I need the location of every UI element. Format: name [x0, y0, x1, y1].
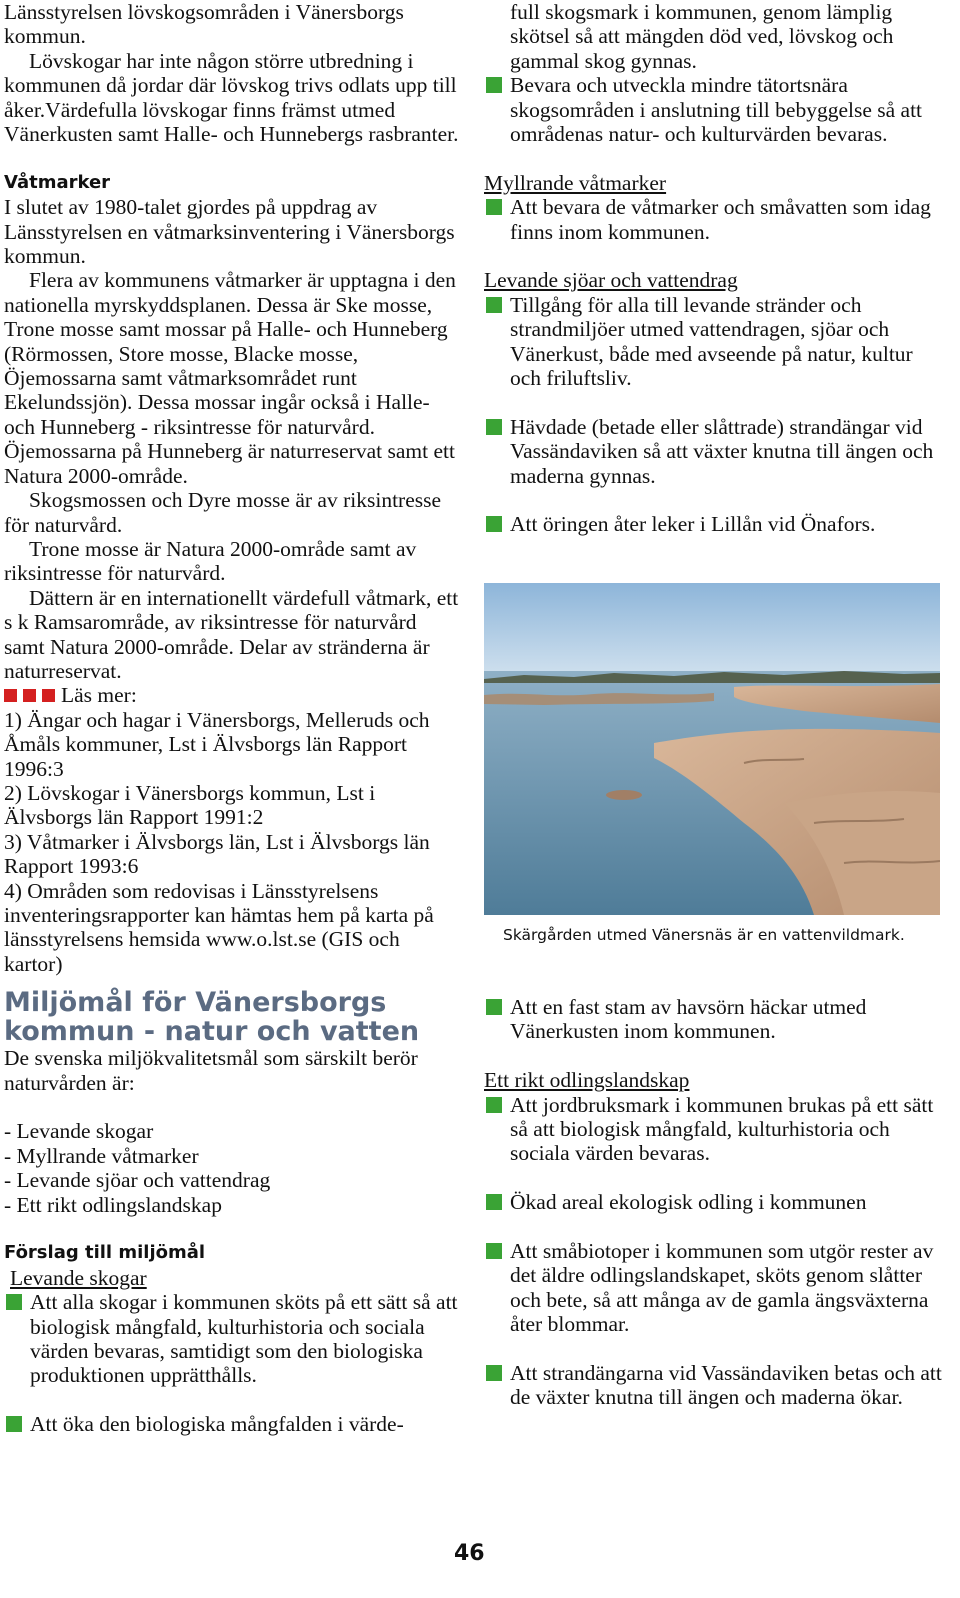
right-column: [484, 0, 944, 537]
subheading-odling: Ett rikt odlingslandskap: [484, 1068, 690, 1093]
goal-item: - Ett rikt odlingslandskap: [4, 1192, 222, 1217]
subheading-sjoar: Levande sjöar och vattendrag: [484, 268, 738, 293]
paragraph: I slutet av 1980-talet gjordes på uppdrag av Länsstyrelsen en våtmarksinventering i Vänersborgs kommun.: [4, 195, 455, 269]
read-more-label: Läs mer:: [61, 683, 137, 708]
paragraph: full skogsmark i kommunen, genom lämplig skötsel så att mängden död ved, lövskog och gammal skog gynnas.: [510, 0, 894, 73]
paragraph: Länsstyrelsen lövskogsområden i Vänersborgs kommun.: [4, 0, 404, 49]
paragraph: Skogsmossen och Dyre mosse är av riksintresse för naturvård.: [4, 488, 442, 537]
heading-forslag: Förslag till miljömål: [4, 1242, 206, 1264]
bullet-item: Hävdade (betade eller slåttrade) strandängar vid Vassändaviken så att växter knutna till ängen och maderna gynnas.: [484, 415, 944, 488]
red-square-icon: [23, 689, 36, 702]
paragraph: Flera av kommunens våtmarker är upptagna i den nationella myrskyddsplanen. Dessa är Ske mosse, Trone mosse samt mossar på Halle- och Hunneberg (Rörmossen, Store mosse, Blacke mosse, Öjemossarna samt våtmarksområdet runt Ekelundssjön). Dessa mossar ingår också i Halle- och Hunneberg - riksintresse för naturvård. Öjemossarna på Hunneberg är naturreservat samt ett Natura 2000-område.: [4, 268, 456, 488]
page-number: 46: [454, 1541, 485, 1566]
paragraph: Dättern är en internationellt värdefull våtmark, ett s k Ramsarområde, av riksintresse för naturvård samt Natura 2000-område. Delar av stränderna är naturreservat.: [4, 585, 459, 683]
goal-item: - Myllrande våtmarker: [4, 1143, 199, 1168]
bullet-item: Att bevara de våtmarker och småvatten som idag finns inom kommunen.: [484, 195, 944, 244]
bullet-item: Att öringen åter leker i Lillån vid Önafors.: [484, 512, 944, 536]
reference: 2) Lövskogar i Vänersborgs kommun, Lst i Älvsborgs län Rapport 1991:2: [4, 780, 376, 830]
bullet-item: Att en fast stam av havsörn häckar utmed Vänerkusten inom kommunen.: [484, 995, 944, 1044]
bullet-item: Bevara och utveckla mindre tätortsnära skogsområden i anslutning till bebyggelse så att områdenas natur- och kulturvärden bevaras.: [484, 73, 944, 146]
bullet-item: Att öka den biologiska mångfalden i värde-: [4, 1412, 460, 1436]
left-column: [4, 0, 460, 1437]
goal-item: - Levande sjöar och vattendrag: [4, 1168, 271, 1193]
paragraph: De svenska miljökvalitetsmål som särskilt berör naturvården är:: [4, 1046, 418, 1095]
bullet-item: Att småbiotoper i kommunen som utgör rester av det äldre odlingslandskapet, sköts genom slåtter och bete, så att många av de gamla ängsväxterna åter blommar.: [484, 1239, 944, 1337]
heading-vatmarker: Våtmarker: [4, 171, 111, 193]
reference: 4) Områden som redovisas i Länsstyrelsens inventeringsrapporter kan hämtas hem på karta på länsstyrelsens hemsida www.o.lst.se (GIS och kartor): [4, 878, 434, 976]
reference: 3) Våtmarker i Älvsborgs län, Lst i Älvsborgs län Rapport 1993:6: [4, 829, 430, 879]
reference: 1) Ängar och hagar i Vänersborgs, Melleruds och Åmåls kommuner, Lst i Älvsborgs län Rapport 1996:3: [4, 707, 430, 781]
paragraph: Trone mosse är Natura 2000-område samt av riksintresse för naturvård.: [4, 536, 417, 586]
archipelago-photo: [484, 583, 940, 915]
bullet-item: Att jordbruksmark i kommunen brukas på ett sätt så att biologisk mångfald, kulturhistoria och sociala värden bevaras.: [484, 1093, 944, 1166]
red-square-icon: [42, 689, 55, 702]
photo-caption: Skärgården utmed Vänersnäs är en vattenvildmark.: [503, 926, 905, 944]
bullet-item: Ökad areal ekologisk odling i kommunen: [484, 1190, 944, 1214]
bullet-item: Att strandängarna vid Vassändaviken betas och att de växter knutna till ängen och maderna ökar.: [484, 1361, 944, 1410]
bullet-item: Tillgång för alla till levande stränder och strandmiljöer utmed vattendragen, sjöar och Vänerkust, både med avseende på natur, kultur och friluftsliv.: [484, 293, 944, 391]
goal-item: - Levande skogar: [4, 1119, 154, 1144]
subheading-vatmarker: Myllrande våtmarker: [484, 170, 667, 195]
right-column-lower: [484, 995, 944, 1410]
read-more: [4, 683, 460, 707]
section-heading: Miljömål för Vänersborgs kommun - natur och vatten: [4, 987, 420, 1048]
subheading-skogar: Levande skogar: [10, 1265, 147, 1290]
paragraph: Lövskogar har inte någon större utbredning i kommunen då jordar där lövskog trivs odlats upp till åker.Värdefulla lövskogar finns främst utmed Vänerkusten samt Halle- och Hunnebergs rasbranter.: [4, 48, 459, 147]
landscape-image: [484, 583, 940, 915]
bullet-item: Att alla skogar i kommunen sköts på ett sätt så att biologisk mångfald, kulturhistoria och sociala värden bevaras, samtidigt som den biologiska produktionen upprätthålls.: [4, 1290, 460, 1388]
red-square-icon: [4, 689, 17, 702]
